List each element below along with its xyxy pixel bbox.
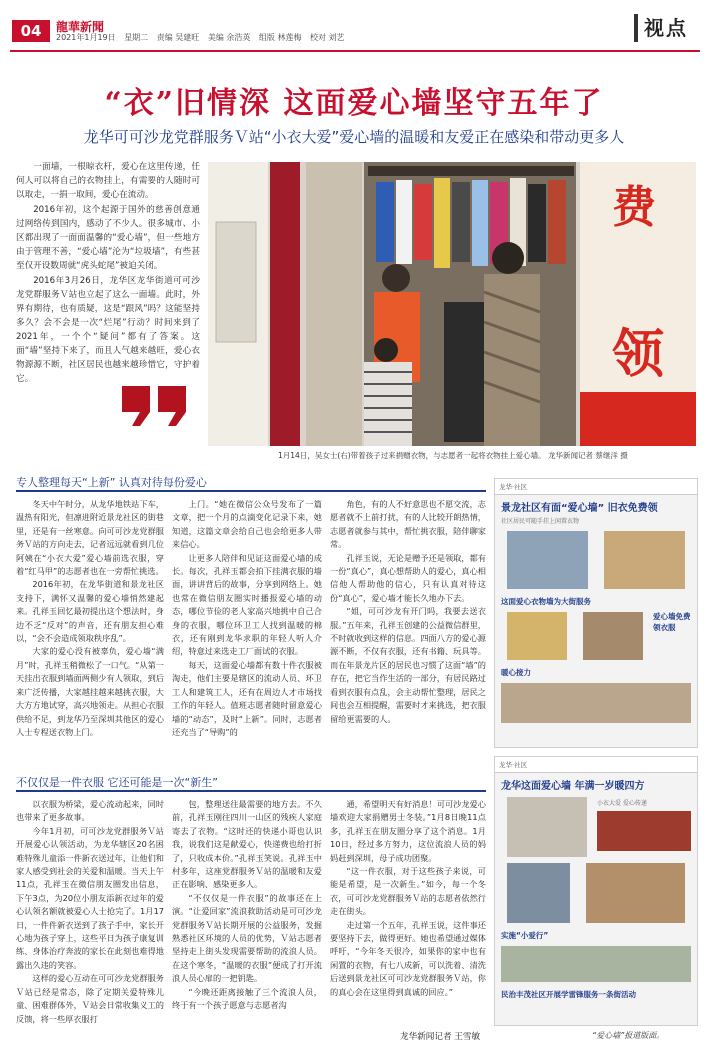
article-paragraph: 大家的爱心没有被辜负，爱心墙“满月”时，孔祥玉稍微松了一口气。“从第一天挂出衣服到墙面两侧少有人领取，到后来广泛传播，大家越挂越来越挑衣服，大大方方地试穿，高兴地领走。从担心衣服供给不足，到龙华乃至深圳其他区的爱心人士专程送衣物上门。 [16, 646, 164, 737]
article-column [330, 798, 486, 1028]
article-paragraph: “姐，可可沙龙有开门吗，我要去送衣服。”五年来，孔祥玉创建的公益微信群里，不时就收到这样的信息。四面八方的爱心源源不断，不仅有衣服，还有书籍、玩具等。而在年景龙片区的居民也习惯了这面“墙”的存在，把它当作生活的一部分，有居民路过看到衣服有点乱，会主动帮忙整理，居民之间也会互相提醒，需要时才来挑选，把衣服留给更需要的人。 [330, 606, 486, 724]
thumbnail-photo [604, 531, 685, 589]
thumbnail-photo [501, 946, 691, 982]
thumbnail-item: 爱心墙免费领衣服 [653, 612, 691, 632]
article-paragraph: 上门。“她在微信公众号发布了一篇文章，把一个月的点滴变化记录下来，她知道，这篇文章会给自己也会给更多人带来信心。 [172, 499, 322, 550]
article-column [172, 498, 322, 770]
thumbnail-subtitle: 社区居民可随手挂上闲置衣物 [501, 518, 580, 525]
lead-paragraph: 2016年3月26日，龙华区龙华街道可可沙龙党群服务Ｖ站也立起了这么一面墙。此时，外界有期待，也有质疑，这是“跟风”吗？这能坚持多久？会不会是一次“烂尾”行动？时间来到了2021年，一个个“疑问”都有了答案。这面“墙”坚持下来了，而且人气越来越旺，爱心衣物源源不断，社区居民也越来越珍惜它，守护着它。 [16, 276, 200, 384]
section-heading-text: 专人整理每天“上新” 认真对待每份爱心 [16, 476, 207, 489]
thumbnail-title: 龙华这面爱心墙 年满一岁暖四方 [501, 781, 645, 792]
section-heading-text: 不仅仅是一件衣服 它还可能是一次“新生” [16, 776, 218, 789]
section-heading-2 [16, 774, 486, 792]
thumbnail-photo [583, 612, 643, 660]
article-paragraph: “这一件衣服，对于这些孩子来说，可能是希望，是一次新生。”如今，每一个冬衣，可可沙龙党群服务Ｖ站的志愿者依然行走在街头。 [330, 866, 486, 917]
meta-weekday: 星期二 [124, 33, 149, 42]
article-paragraph: 每天，这面爱心墙都有数十件衣服被淘走，他们主要是辖区的流动人员、环卫工人和建筑工人，还有在周边人才市场找工作的年轻人。值班志愿者随时留意爱心墙的“动态”，及时“上新”。同时，志愿者还充当了“导购”的 [172, 659, 322, 737]
svg-text:领: 领 [612, 325, 665, 385]
article-column [16, 798, 164, 1028]
byline: 龙华新闻记者 王雪敏 [400, 1032, 481, 1042]
thumbnail-item: 暖心接力 [501, 668, 531, 677]
thumbnail-photo [586, 863, 685, 923]
thumbnail-photo [507, 531, 588, 589]
thumbnail-title: 景龙社区有面“爱心墙” 旧衣免费领 [501, 503, 658, 514]
section-heading-1 [16, 474, 486, 492]
meta-editor: 责编 吴建旺 [156, 33, 200, 42]
paper-name: 龍華新聞 [56, 20, 105, 34]
meta-designer: 美编 余浩英 [207, 33, 251, 42]
article-paragraph: “今晚还距离接触了三个流浪人员，终于有一个孩子愿意与志愿者沟 [172, 986, 322, 1011]
meta-date: 2021年1月19日 [56, 33, 116, 42]
article-paragraph: 包，整理送往最需要的地方去。不久前，孔祥玉刚往四川一山区的残疾人家庭寄去了衣物。“这时还的快递小哥也认识我，说我们这是献爱心，快递费也给打折了，只收成本价。”孔祥玉笑说。孔祥玉中村多年，这座党群服务Ｖ站的温暖和友爱正在影响、感染更多人。 [172, 799, 322, 890]
article-paragraph: 孔祥玉说，无论是赠予还是领取，都有一份“真心”，真心想帮助人的爱心，真心相信他人帮助他的信心，只有认真对待这份“真心”，爱心墙才能长久地办下去。 [330, 552, 486, 603]
photo-illustration [208, 162, 696, 446]
section-rule [16, 490, 486, 492]
article-paragraph: 走过第一个五年，孔祥玉说，这件事还要坚持下去，做得更好。她也希望通过媒体呼吁，“今年冬天很冷，如果你的家中也有闲置的衣物，有七八成新，可以洗着、清洗后送到景龙社区可可沙龙党群服务Ｖ站，你的真心会在这里得到真诚的回应。” [330, 919, 486, 997]
article-paragraph: “不仅仅是一件衣服”的故事还在上演。“让爱回家”流浪救助活动是可可沙龙党群服务Ｖ站长期开展的公益服务，发掘熟悉社区环境的人员的优势，Ｖ站志愿者坚持走上街头发现需要帮助的流浪人员。在这个寒冬，“温暖的衣服”便成了打开流浪人员心扉的一把钥匙。 [172, 892, 322, 984]
thumbnail-item: 实施“小爱行” [501, 931, 549, 940]
thumbnail-header: 龙华·社区 [495, 757, 697, 773]
news-photo [208, 162, 696, 446]
article-paragraph: 这样的爱心互动在可可沙龙党群服务Ｖ站已经是常态，除了定期关爱特殊儿童、困难群体外，Ｖ站会日常收集义工的反馈，将一些厚衣服打 [16, 973, 164, 1024]
article-paragraph: 通，希望明天有好消息！可可沙龙爱心墙欢迎大家捐赠男士冬装。”1月8日晚11点多，孔祥玉在朋友圈分享了这个消息。1月10日，经过多方努力，这位流浪人员的妈妈赶到深圳，母子成功团聚。 [330, 799, 486, 863]
article-paragraph: 以衣服为桥梁，爱心流动起来，同时也带来了更多故事。 [16, 799, 164, 823]
thumbnail-photo [597, 811, 691, 851]
section-rule [16, 790, 486, 792]
thumbnail-photo [507, 863, 570, 923]
headline: “衣”旧情深 这面爱心墙坚守五年了 [104, 86, 604, 121]
quote-mark-icon [120, 384, 190, 428]
thumbnail-note: “爱心墙”报道版面。 [592, 1031, 665, 1040]
archive-page-thumbnail [494, 478, 698, 748]
svg-text:费: 费 [612, 182, 656, 233]
lead-column [16, 160, 200, 387]
lead-paragraph: 2016年初，这个起源于国外的慈善创意通过网络传到国内，感动了不少人。很多城市、小区都出现了一面面温馨的“爱心墙”，但一些地方由于管理不善，“爱心墙”沦为“垃圾墙”，有些甚至仅开设数周就“虎头蛇尾”被迫关闭。 [16, 205, 200, 271]
lead-paragraph: 一面墙，一根晾衣杆，爱心在这里传递，任何人可以将自己的衣物挂上，有需要的人随时可以取走，一捐一取间，爱心在流动。 [16, 162, 200, 200]
meta-proofreader: 校对 刘艺 [310, 33, 345, 42]
photo-caption: 1月14日，吴女士(右)带着孩子过来捐赠衣物，与志愿者一起将衣物挂上爱心墙。 龙华新闻记者 蔡继洋 摄 [278, 451, 628, 460]
article-paragraph: 冬天中午时分，从龙华地铁站下车，温热有阳光，但凛进附近景龙社区的街巷里，还是有一丝寒意。向可可沙龙党群服务Ｖ站的方向走去，记者远远就看到几位阿姨在“小衣大爱”爱心墙前选衣服，穿着“红马甲”的志愿者也在一旁帮忙挑选。 [16, 499, 164, 577]
article-column [172, 798, 322, 1028]
thumbnail-photo [507, 612, 567, 660]
section-marker [634, 14, 638, 42]
page-number: 04 [12, 20, 50, 42]
masthead [0, 0, 708, 52]
masthead-rule [10, 50, 700, 52]
thumbnail-photo [501, 683, 691, 723]
thumbnail-photo [507, 797, 587, 857]
edition-meta [56, 32, 351, 43]
thumbnail-item: 这面爱心衣物墙为大街服务 [501, 597, 591, 606]
thumbnail-subtitle: 小衣大爱 爱心传递 [597, 800, 647, 807]
article-column [330, 498, 486, 770]
article-paragraph: 今年1月初，可可沙龙党群服务Ｖ站开展爱心认领活动，为龙华辖区20名困难特殊儿童添一件新衣送过年，让他们和家人感受到社会的关爱和温暖。当天上午11点，孔祥玉在微信朋友圈发出信息，下午3点，为20位小朋友添新衣过年的爱心认领名额就被爱心人士抢完了。1月17日，一件件新衣送到了孩子手中，家长开心地为孩子穿上，这些平日为孩子康复训练、身体治疗奔波的家长在此刻也难得地露出久违的笑容。 [16, 825, 164, 970]
article-column [16, 498, 164, 770]
article-paragraph: 2016年初，在龙华街道和景龙社区支持下，满怀又温馨的爱心墙悄然建起来。孔祥玉回忆最初提出这个想法时，身边不乏“反对”的声音，还有朋友担心难以，“会不会造成领取秩序乱”。 [16, 579, 164, 644]
thumbnail-item: 民治丰茂社区开展学雷锋服务一条街活动 [501, 990, 636, 999]
article-paragraph: 让更多人陪伴和见证这面爱心墙的成长。每次，孔祥玉都会拍下挂满衣服的墙面，讲讲背后的故事，分享到网络上。她也常在微信朋友圈实时播报爱心墙的动态，哪位节俭的老人家高兴地挑中自己合身的衣服，哪位环卫工人找到温暖的棉衣，还有刚到龙华求职的年轻人听人介绍，特意过来选走工厂面试的衣服。 [172, 552, 322, 657]
meta-layout: 组版 林莲梅 [258, 33, 302, 42]
subheadline: 龙华可可沙龙党群服务Ｖ站“小衣大爱”爱心墙的温暖和友爱正在感染和带动更多人 [83, 128, 625, 146]
article-paragraph: 角色，有的人不好意思也不愿交流，志愿者就不上前打扰，有的人比较开朗热情，志愿者就参与其中，帮忙挑衣服，陪伴聊家常。 [330, 499, 486, 550]
thumbnail-header: 龙华·社区 [495, 479, 697, 495]
archive-page-thumbnail [494, 756, 698, 1026]
section-name: 视点 [644, 16, 688, 40]
